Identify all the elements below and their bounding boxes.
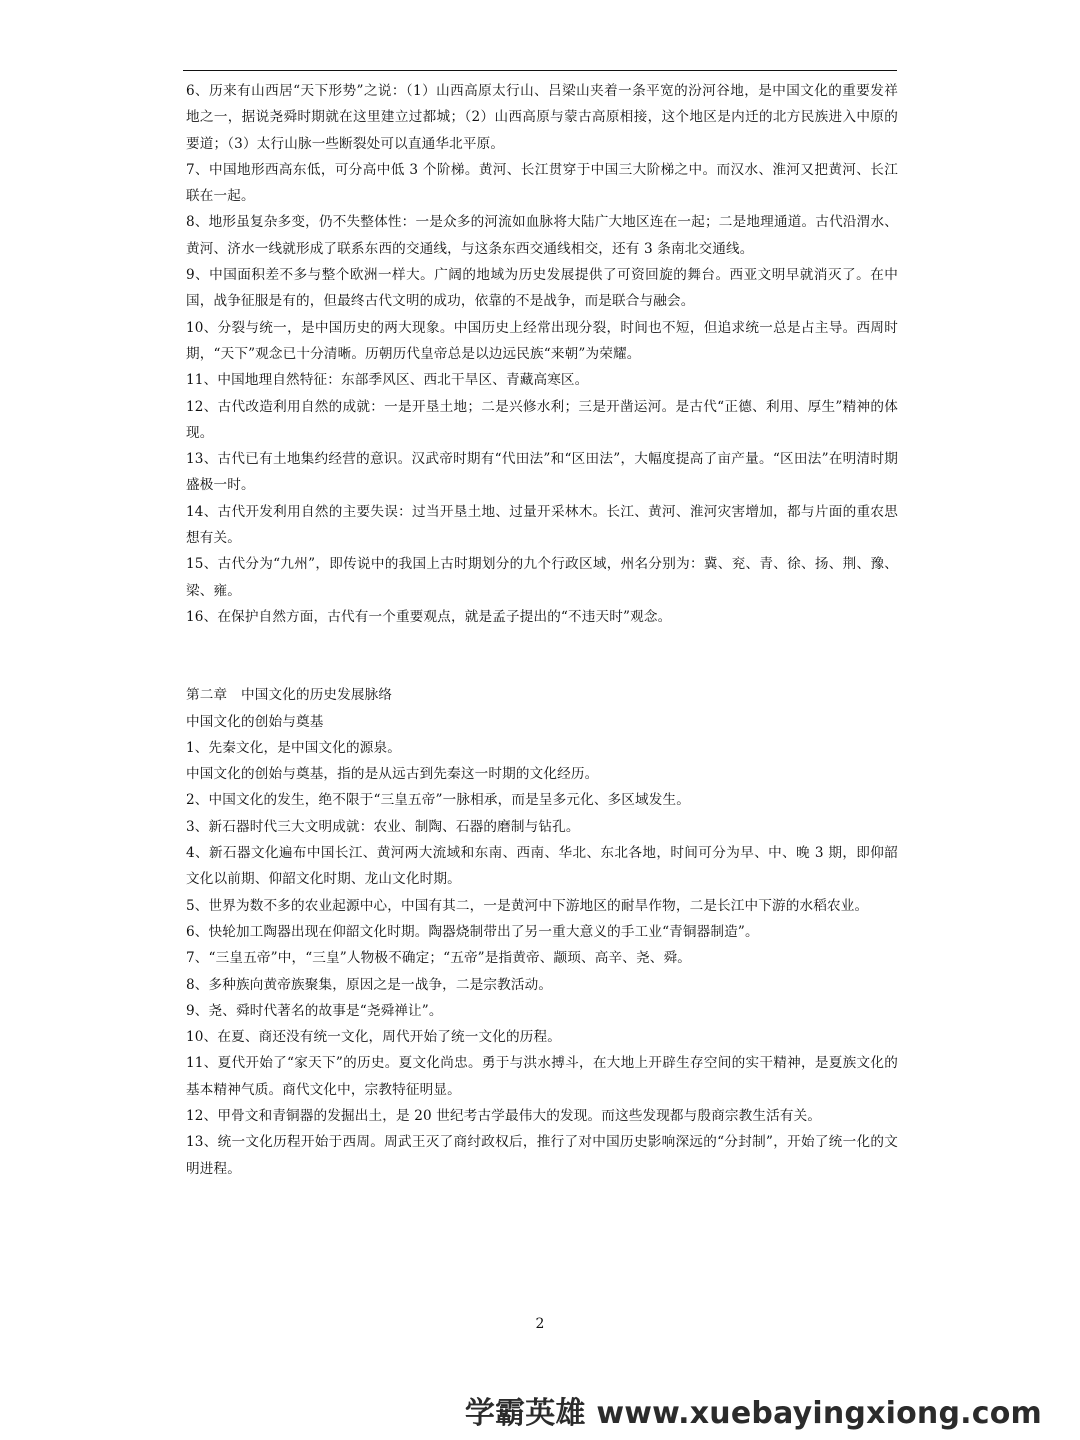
document-body: [186, 78, 898, 1182]
section-title: 中国文化的创始与奠基: [186, 713, 324, 730]
site-watermark: 学霸英雄 www.xuebayingxiong.com: [464, 1396, 1042, 1431]
section-gap: [186, 630, 898, 682]
paragraph: 16、在保护自然方面，古代有一个重要观点，就是孟子提出的“不违天时”观念。: [186, 608, 672, 625]
paragraph: 2、中国文化的发生，绝不限于“三皇五帝”一脉相承，而是呈多元化、多区域发生。: [186, 792, 691, 809]
paragraph: 12、甲骨文和青铜器的发掘出土，是 20 世纪考古学最伟大的发现。而这些发现都与殷商宗教生活有关。: [186, 1107, 822, 1124]
paragraph: 11、夏代开始了“家天下”的历史。夏文化尚忠。勇于与洪水搏斗，在大地上开辟生存空间的实干精神，是夏族文化的基本精神气质。商代文化中，宗教特征明显。: [186, 1055, 898, 1098]
paragraph: 10、分裂与统一，是中国历史的两大现象。中国历史上经常出现分裂，时间也不短，但追求统一总是占主导。西周时期，“天下”观念已十分清晰。历朝历代皇帝总是以边远民族“来朝”为荣耀。: [186, 319, 898, 362]
paragraph: 6、快轮加工陶器出现在仰韶文化时期。陶器烧制带出了另一重大意义的手工业“青铜器制造”。: [186, 923, 759, 940]
paragraph: 5、世界为数不多的农业起源中心，中国有其二，一是黄河中下游地区的耐旱作物，二是长江中下游的水稻农业。: [186, 897, 869, 914]
page-number: 2: [535, 1316, 545, 1332]
paragraph: 10、在夏、商还没有统一文化，周代开始了统一文化的历程。: [186, 1029, 561, 1046]
paragraph: 8、多种族向黄帝族聚集，原因之是一战争，二是宗教活动。: [186, 976, 553, 993]
header-rule: [183, 70, 897, 71]
paragraph: 11、中国地理自然特征：东部季风区、西北干旱区、青藏高寒区。: [186, 372, 589, 389]
paragraph: 15、古代分为“九州”，即传说中的我国上古时期划分的九个行政区域，州名分别为：冀、兖、青、徐、扬、荆、豫、梁、雍。: [186, 556, 898, 599]
paragraph: 4、新石器文化遍布中国长江、黄河两大流域和东南、西南、华北、东北各地，时间可分为早、中、晚 3 期，即仰韶文化以前期、仰韶文化时期、龙山文化时期。: [186, 845, 898, 888]
chapter-title: 第二章 中国文化的历史发展脉络: [186, 687, 393, 704]
paragraph: 14、古代开发利用自然的主要失误：过当开垦土地、过量开采林木。长江、黄河、淮河灾害增加，都与片面的重农思想有关。: [186, 503, 898, 547]
paragraph: 13、统一文化历程开始于西周。周武王灭了商纣政权后，推行了对中国历史影响深远的“分封制”，开始了统一化的文明进程。: [186, 1134, 898, 1177]
paragraph: 8、地形虽复杂多变，仍不失整体性：一是众多的河流如血脉将大陆广大地区连在一起；二是地理通道。古代沿渭水、黄河、济水一线就形成了联系东西的交通线，与这条东西交通线相交，还有 3 条南北交通线。: [186, 214, 898, 257]
paragraph: 13、古代已有土地集约经营的意识。汉武帝时期有“代田法”和“区田法”，大幅度提高了亩产量。“区田法”在明清时期盛极一时。: [186, 451, 898, 494]
paragraph: 中国文化的创始与奠基，指的是从远古到先秦这一时期的文化经历。: [186, 766, 599, 783]
paragraph: 9、中国面积差不多与整个欧洲一样大。广阔的地域为历史发展提供了可资回旋的舞台。西亚文明早就消灭了。在中国，战争征服是有的，但最终古代文明的成功，依靠的不是战争，而是联合与融会。: [186, 267, 898, 310]
paragraph: 7、中国地形西高东低，可分高中低 3 个阶梯。黄河、长江贯穿于中国三大阶梯之中。而汉水、淮河又把黄河、长江联在一起。: [186, 161, 898, 205]
paragraph: 7、“三皇五帝”中，“三皇”人物极不确定；“五帝”是指黄帝、颛顼、高辛、尧、舜。: [186, 950, 691, 967]
paragraph: 3、新石器时代三大文明成就：农业、制陶、石器的磨制与钻孔。: [186, 818, 580, 835]
paragraph: 1、先秦文化，是中国文化的源泉。: [186, 739, 401, 756]
paragraph: 9、尧、舜时代著名的故事是“尧舜禅让”。: [186, 1002, 443, 1019]
paragraph: 6、历来有山西居“天下形势”之说：（1）山西高原太行山、吕梁山夹着一条平宽的汾河谷地，是中国文化的重要发祥地之一，据说尧舜时期就在这里建立过都城；（2）山西高原与蒙古高原相接，这个地区是内迁的北方民族进入中原的要道；（3）太行山脉一些断裂处可以直通华北平原。: [186, 83, 898, 152]
paragraph: 12、古代改造利用自然的成就：一是开垦土地；二是兴修水利；三是开凿运河。是古代“正德、利用、厚生”精神的体现。: [186, 398, 898, 441]
